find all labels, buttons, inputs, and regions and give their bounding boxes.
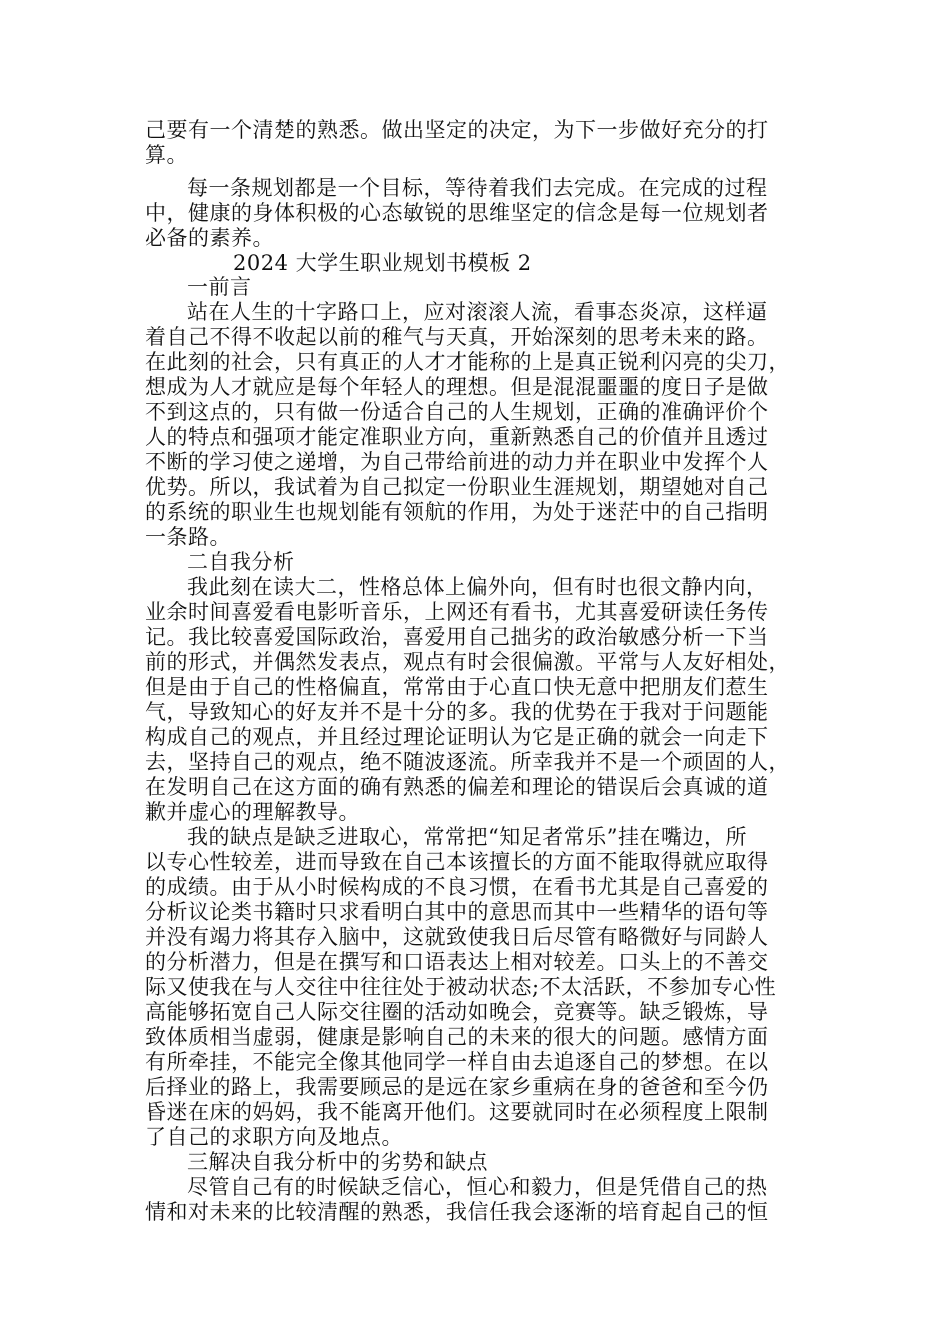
body-line: 我此刻在读大二，性格总体上偏外向，但有时也很文静内向，	[187, 575, 768, 599]
body-line: 致体质相当虚弱，健康是影响自己的未来的很大的问题。感情方面	[145, 1025, 769, 1049]
body-line: 际又使我在与人交往中往往处于被动状态;不太活跃，不参加专心性	[145, 975, 777, 999]
body-line: 业余时间喜爱看电影听音乐，上网还有看书，尤其喜爱研读任务传	[145, 600, 769, 624]
body-line: 以专心性较差，进而导致在自己本该擅长的方面不能取得就应取得	[145, 850, 769, 874]
body-line: 有所牵挂，不能完全像其他同学一样自由去追逐自己的梦想。在以	[145, 1050, 769, 1074]
body-line: 去，坚持自己的观点，绝不随波逐流。所幸我并不是一个顽固的人，	[145, 750, 790, 774]
body-line: 昏迷在床的妈妈，我不能离开他们。这要就同时在必须程度上限制	[145, 1100, 769, 1124]
body-line: 我的缺点是缺乏进取心，常常把“知足者常乐”挂在嘴边，所	[187, 825, 747, 849]
body-line: 算。	[145, 143, 188, 167]
body-line: 情和对未来的比较清醒的熟悉，我信任我会逐渐的培育起自己的恒	[145, 1200, 769, 1224]
body-line: 在发明自己在这方面的确有熟悉的偏差和理论的错误后会真诚的道	[145, 775, 769, 799]
body-line: 站在人生的十字路口上，应对滚滚人流，看事态炎凉，这样逼	[187, 300, 768, 324]
body-line: 一条路。	[145, 525, 231, 549]
body-line: 着自己不得不收起以前的稚气与天真，开始深刻的思考未来的路。	[145, 325, 769, 349]
body-line: 前的形式，并偶然发表点，观点有时会很偏激。平常与人友好相处，	[145, 650, 790, 674]
body-line: 不断的学习使之递增，为自己带给前进的动力并在职业中发挥个人	[145, 450, 769, 474]
section-heading: 一前言	[187, 275, 252, 299]
body-line: 中，健康的身体积极的心态敏锐的思维坚定的信念是每一位规划者	[145, 201, 769, 225]
section-heading: 三解决自我分析中的劣势和缺点	[187, 1150, 488, 1174]
body-line: 尽管自己有的时候缺乏信心，恒心和毅力，但是凭借自己的热	[187, 1175, 768, 1199]
body-line: 并没有竭力将其存入脑中，这就致使我日后尽管有略微好与同龄人	[145, 925, 769, 949]
body-line: 的分析潜力，但是在撰写和口语表达上相对较差。口头上的不善交	[145, 950, 769, 974]
body-line: 的系统的职业生也规划能有领航的作用，为处于迷茫中的自己指明	[145, 500, 769, 524]
body-line: 但是由于自己的性格偏直，常常由于心直口快无意中把朋友们惹生	[145, 675, 769, 699]
body-line: 在此刻的社会，只有真正的人才才能称的上是真正锐利闪亮的尖刀，	[145, 350, 790, 374]
body-line: 构成自己的观点，并且经过理论证明认为它是正确的就会一向走下	[145, 725, 769, 749]
body-line: 分析议论类书籍时只求看明白其中的意思而其中一些精华的语句等	[145, 900, 769, 924]
body-line: 人的特点和强项才能定准职业方向，重新熟悉自己的价值并且透过	[145, 425, 769, 449]
body-line: 必备的素养。	[145, 226, 274, 250]
body-line: 己要有一个清楚的熟悉。做出坚定的决定，为下一步做好充分的打	[145, 118, 769, 142]
body-line: 记。我比较喜爱国际政治，喜爱用自己拙劣的政治敏感分析一下当	[145, 625, 769, 649]
body-line: 高能够拓宽自己人际交往圈的活动如晚会，竞赛等。缺乏锻炼，导	[145, 1000, 769, 1024]
body-line: 想成为人才就应是每个年轻人的理想。但是混混噩噩的度日子是做	[145, 375, 769, 399]
body-line: 优势。所以，我试着为自己拟定一份职业生涯规划，期望她对自己	[145, 475, 769, 499]
body-line: 不到这点的，只有做一份适合自己的人生规划，正确的准确评价个	[145, 400, 769, 424]
body-line: 的成绩。由于从小时候构成的不良习惯，在看书尤其是自己喜爱的	[145, 875, 769, 899]
body-line: 气，导致知心的好友并不是十分的多。我的优势在于我对于问题能	[145, 700, 769, 724]
body-line: 后择业的路上，我需要顾忌的是远在家乡重病在身的爸爸和至今仍	[145, 1075, 769, 1099]
body-line: 歉并虚心的理解教导。	[145, 800, 360, 824]
section-title: 2024 大学生职业规划书模板 2	[233, 251, 532, 275]
body-line: 每一条规划都是一个目标，等待着我们去完成。在完成的过程	[187, 176, 768, 200]
section-heading: 二自我分析	[187, 550, 295, 574]
body-line: 了自己的求职方向及地点。	[145, 1125, 403, 1149]
